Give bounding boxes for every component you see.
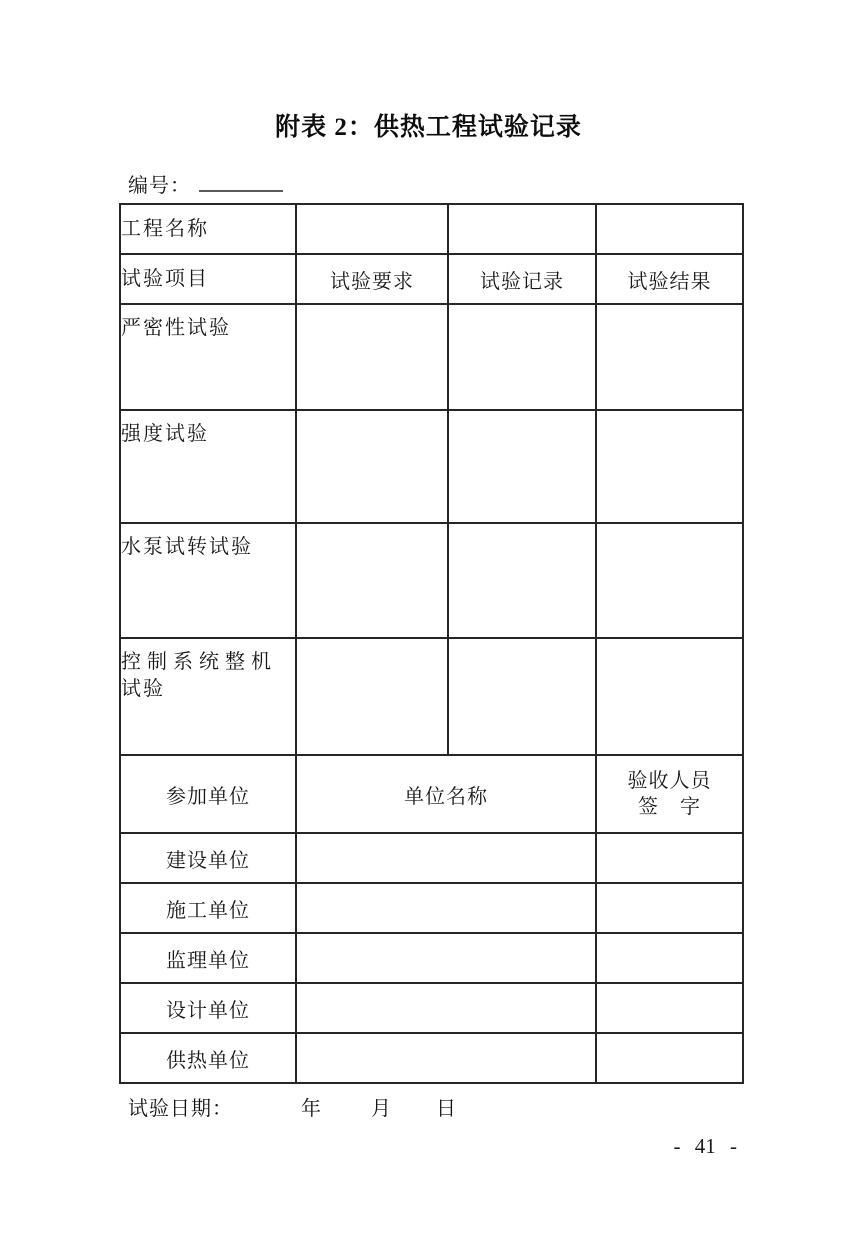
signature-cell: [596, 933, 743, 983]
test-item-label: 严密性试验: [121, 317, 231, 339]
table-row-strength-test: [120, 410, 743, 523]
test-date-label: 试验日期：: [128, 1098, 233, 1120]
header-result-cell: 试验结果: [596, 254, 743, 304]
day-label: 日: [436, 1098, 457, 1120]
table-row-column-headers: [120, 254, 743, 304]
participants-unit-header-cell: 参加单位: [120, 755, 296, 833]
test-requirement-cell: [296, 523, 448, 638]
participants-signature-header-cell: [596, 755, 743, 833]
unit-name-cell: [296, 983, 596, 1033]
project-name-label-cell: [120, 204, 296, 254]
unit-name-cell: [296, 883, 596, 933]
page-title: 附表 2：供热工程试验记录: [275, 114, 582, 141]
table-row-heating-unit: [120, 1033, 743, 1083]
project-name-label: 工程名称: [121, 217, 209, 240]
project-name-value-cell: [596, 204, 743, 254]
signature-header-line2: 签 字: [638, 796, 701, 818]
test-requirement-cell: [296, 410, 448, 523]
header-requirement-cell: 试验要求: [296, 254, 448, 304]
test-record-table: [119, 203, 744, 1084]
unit-name-cell: [296, 1033, 596, 1083]
test-date-line: [128, 1092, 528, 1120]
test-item-label: 控制系统整机试验: [121, 651, 273, 700]
unit-name-cell: [296, 833, 596, 883]
project-name-value-cell: [448, 204, 596, 254]
table-row-construction-owner-unit: [120, 833, 743, 883]
test-requirement-cell: [296, 304, 448, 410]
test-record-cell: [448, 410, 596, 523]
header-item-label: 试验项目: [121, 267, 209, 290]
table-row-design-unit: [120, 983, 743, 1033]
participant-label-cell: 设计单位: [120, 983, 296, 1033]
test-record-cell: [448, 523, 596, 638]
test-result-cell: [596, 523, 743, 638]
table-row-pump-trial-test: [120, 523, 743, 638]
page-number: - 41 -: [673, 1134, 737, 1158]
unit-name-cell: [296, 933, 596, 983]
test-item-label: 水泵试转试验: [121, 536, 253, 558]
participant-label-cell: 监理单位: [120, 933, 296, 983]
serial-blank-underline: [199, 168, 283, 192]
month-label: 月: [371, 1098, 392, 1120]
signature-cell: [596, 1033, 743, 1083]
test-result-cell: [596, 304, 743, 410]
test-record-cell: [448, 304, 596, 410]
participant-label-cell: 建设单位: [120, 833, 296, 883]
test-item-label-cell: [120, 304, 296, 410]
participants-name-header-cell: 单位名称: [296, 755, 596, 833]
signature-header-line1: 验收人员: [627, 770, 712, 792]
table-row-tightness-test: [120, 304, 743, 410]
signature-cell: [596, 883, 743, 933]
table-row-participants-header: [120, 755, 743, 833]
header-record-cell: 试验记录: [448, 254, 596, 304]
signature-cell: [596, 833, 743, 883]
test-result-cell: [596, 638, 743, 755]
serial-label: 编号：: [128, 175, 191, 197]
test-requirement-cell: [296, 638, 448, 755]
header-item-cell: [120, 254, 296, 304]
test-item-label-cell: [120, 638, 296, 755]
test-record-cell: [448, 638, 596, 755]
table-row-control-system-test: [120, 638, 743, 755]
test-item-label-cell: [120, 523, 296, 638]
project-name-value-cell: [296, 204, 448, 254]
table-row-supervision-unit: [120, 933, 743, 983]
participant-label-cell: 供热单位: [120, 1033, 296, 1083]
test-item-label: 强度试验: [121, 423, 209, 445]
participant-label-cell: 施工单位: [120, 883, 296, 933]
table-row-project-name: [120, 204, 743, 254]
signature-cell: [596, 983, 743, 1033]
year-label: 年: [301, 1098, 322, 1120]
serial-number-line: [128, 168, 283, 198]
table-row-construction-unit: [120, 883, 743, 933]
test-result-cell: [596, 410, 743, 523]
test-item-label-cell: [120, 410, 296, 523]
